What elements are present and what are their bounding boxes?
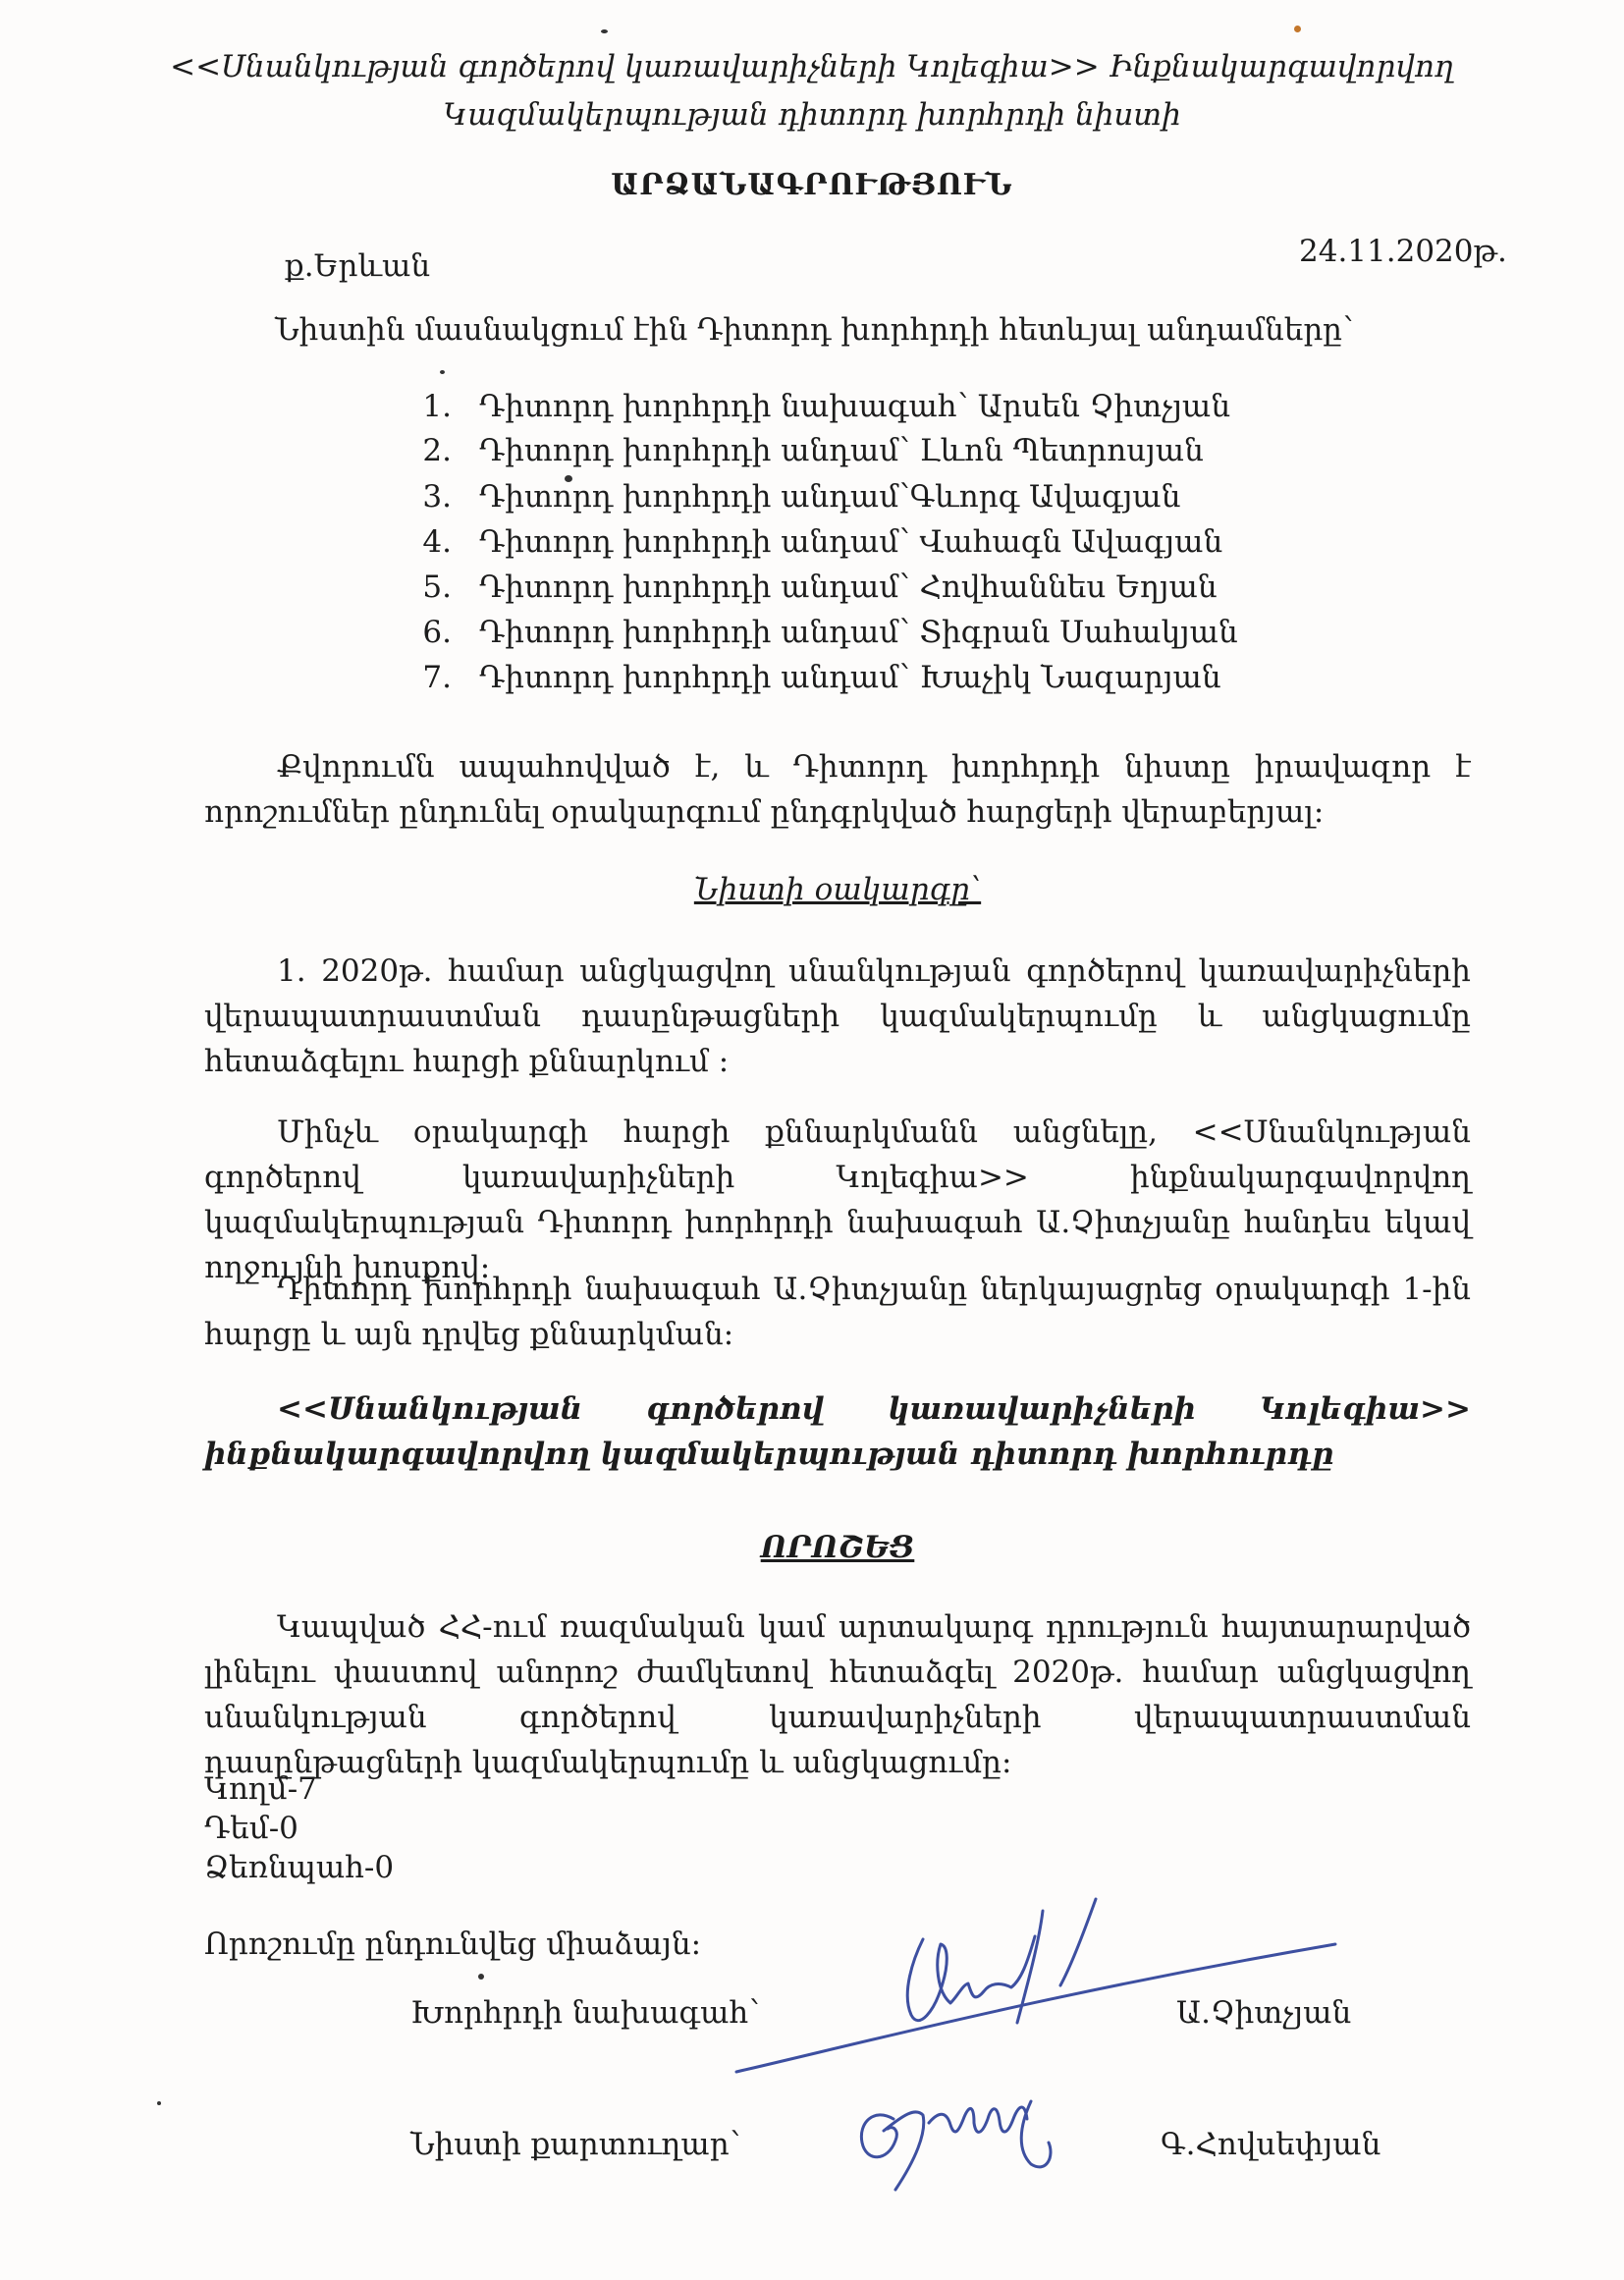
chair-label: Խորհրդի նախագահ՝: [410, 1995, 760, 2031]
vote-for: Կողմ-7: [204, 1771, 317, 1807]
opening-paragraph: Մինչև օրակարգի հարցի քննարկմանն անցնելը, <<Սնանկության գործերով կառավարիչների Կոլեգիա>> ինքնակարգավորվող կազմակերպության Դիտորդ խորհրդի նախագահ Ա.Չիտչյանը հանդես եկավ ողջույնի խոսքով:: [204, 1114, 1471, 1285]
list-item: [0, 660, 1624, 699]
list-item-text: Դիտորդ խորհրդի անդամ՝ Տիգրան Սահակյան: [479, 615, 1238, 650]
place: ք.Երևան: [285, 248, 431, 284]
vote-against: Դեմ-0: [204, 1811, 298, 1846]
list-item-number: 4.: [422, 524, 452, 560]
list-item-text: Դիտորդ խորհրդի նախագահ՝ Արսեն Չիտչյան: [479, 389, 1231, 424]
date: 24.11.2020թ.: [1299, 234, 1507, 269]
list-item-text: Դիտորդ խորհրդի անդամ՝ Հովհաննես Եղյան: [479, 570, 1218, 605]
scan-speck: [1294, 26, 1301, 32]
agenda-heading-text: Նիստի օակարգը՝: [693, 872, 982, 907]
board-statement: <<Սնանկության գործերով կառավարիչների Կոլեգիա>> ինքնակարգավորվող կազմակերպության դիտորդ խորհուրդը: [204, 1391, 1471, 1472]
scan-speck: [157, 2101, 161, 2105]
secretary-label: Նիստի քարտուղար՝: [410, 2127, 740, 2162]
list-item-text: Դիտորդ խորհրդի անդամ՝Գևորգ Ավագյան: [479, 479, 1181, 515]
list-item: [0, 570, 1624, 609]
header-line-1: <<Սնանկության գործերով կառավարիչների Կոլեգիա>> Ինքնակարգավորվող: [170, 49, 1454, 84]
decision-heading-text: ՈՐՈՇԵՑ: [760, 1530, 915, 1565]
agenda-heading: [204, 872, 1471, 907]
vote-abstain: Ձեռնպահ-0: [204, 1850, 395, 1885]
chair-signature: [727, 1885, 1355, 2082]
scan-speck: [478, 1974, 484, 1980]
list-item-number: 5.: [422, 570, 452, 605]
list-item-text: Դիտորդ խորհրդի անդամ՝ Վահագն Ավագյան: [479, 524, 1223, 560]
decision-paragraph: Կապված ՀՀ-ում ռազմական կամ արտակարգ դրություն հայտարարված լինելու փաստով անորոշ ժամկետով հետաձգել 2020թ. համար անցկացվող սնանկության գործերով կառավարիչների վերապատրաստման դասընթացների կազմակերպումը և անցկացումը:: [204, 1609, 1471, 1780]
list-item-number: 7.: [422, 660, 452, 695]
list-item-number: 1.: [422, 389, 452, 424]
quorum-paragraph: Քվորումն ապահովված է, և Դիտորդ խորհրդի նիստը իրավազոր է որոշումներ ընդունել օրակարգում ընդգրկված հարցերի վերաբերյալ:: [204, 749, 1471, 830]
list-item: [0, 389, 1624, 428]
chair-name: Ա.Չիտչյան: [1176, 1995, 1352, 2031]
unanimous-note: Որոշումը ընդունվեց միաձայն:: [204, 1927, 702, 1962]
scan-speck: [440, 370, 445, 374]
list-item: [0, 615, 1624, 654]
decision-heading: [204, 1530, 1471, 1565]
secretary-name: Գ.Հովսեփյան: [1161, 2127, 1381, 2162]
list-item-text: Դիտորդ խորհրդի անդամ՝ Խաչիկ Նազարյան: [479, 660, 1221, 695]
document-title: ԱՐՁԱՆԱԳՐՈՒԹՅՈՒՆ: [611, 168, 1013, 202]
list-item-number: 6.: [422, 615, 452, 650]
secretary-signature: [844, 2072, 1080, 2199]
list-item: [0, 433, 1624, 472]
presentation-paragraph: Դիտորդ խորհրդի նախագահ Ա.Չիտչյանը ներկայացրեց օրակարգի 1-ին հարցը և այն դրվեց քննարկման:: [204, 1272, 1471, 1352]
list-item: [0, 479, 1624, 518]
list-item-number: 3.: [422, 479, 452, 515]
header-line-2: Կազմակերպության դիտորդ խորհրդի նիստի: [443, 97, 1181, 133]
scan-speck: [601, 29, 608, 33]
list-item-text: Դիտորդ խորհրդի անդամ՝ Լևոն Պետրոսյան: [479, 433, 1204, 468]
list-item-number: 2.: [422, 433, 452, 468]
list-item: [0, 524, 1624, 564]
attendance-intro: Նիստին մասնակցում էին Դիտորդ խորհրդի հետևյալ անդամները՝: [275, 312, 1354, 348]
agenda-item: 1. 2020թ. համար անցկացվող սնանկության գործերով կառավարիչների վերապատրաստման դասընթացների կազմակերպումը և անցկացումը հետաձգելու հարցի քննարկում :: [204, 953, 1471, 1079]
